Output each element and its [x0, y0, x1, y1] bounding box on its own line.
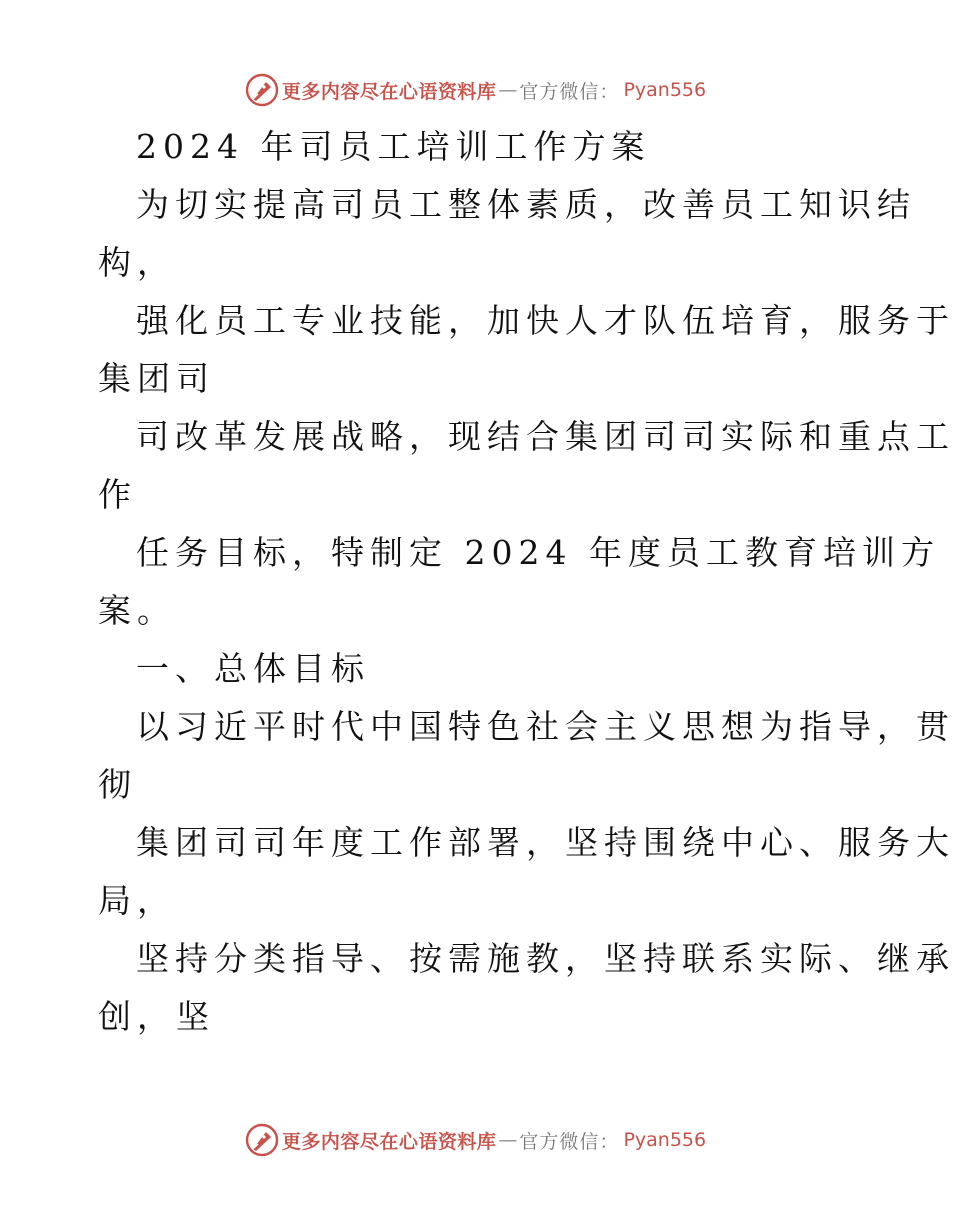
pen-nib-logo-icon: [244, 1122, 280, 1158]
document-line: 集团司司年度工作部署，坚持围绕中心、服务大: [136, 823, 955, 862]
document-line: 集团司: [98, 359, 215, 398]
footer-watermark: [0, 1120, 950, 1160]
watermark-dash: —: [498, 1129, 518, 1151]
document-line: 创，坚: [98, 997, 215, 1036]
watermark-dash: —: [498, 79, 518, 101]
document-body: [98, 118, 955, 1046]
pen-nib-logo-icon: [244, 72, 280, 108]
watermark-main-text: 更多内容尽在心语资料库: [281, 1130, 497, 1153]
document-line: 一、总体目标: [136, 649, 370, 688]
document-line: 案。: [98, 591, 176, 630]
watermark-main-text: 更多内容尽在心语资料库: [281, 80, 497, 103]
document-line: 坚持分类指导、按需施教，坚持联系实际、继承: [136, 939, 955, 978]
document-line: 为切实提高司员工整体素质，改善员工知识结: [136, 185, 916, 224]
document-line: 强化员工专业技能，加快人才队伍培育，服务于: [136, 301, 955, 340]
document-line: 任务目标，特制定 2024 年度员工教育培训方: [136, 533, 940, 572]
watermark-wechat-id: Pyan556: [623, 1129, 707, 1151]
document-line: 构，: [98, 243, 176, 282]
document-line: 作: [98, 475, 137, 514]
document-line: 2024 年司员工培训工作方案: [136, 127, 651, 166]
watermark-sub-text: 官方微信：: [519, 80, 620, 103]
watermark-wechat-id: Pyan556: [623, 79, 707, 101]
document-line: 局，: [98, 881, 176, 920]
document-line: 以习近平时代中国特色社会主义思想为指导，贯: [136, 707, 955, 746]
document-line: 司改革发展战略，现结合集团司司实际和重点工: [136, 417, 955, 456]
document-line: 彻: [98, 765, 137, 804]
header-watermark: [0, 70, 950, 110]
watermark-sub-text: 官方微信：: [519, 1130, 620, 1153]
